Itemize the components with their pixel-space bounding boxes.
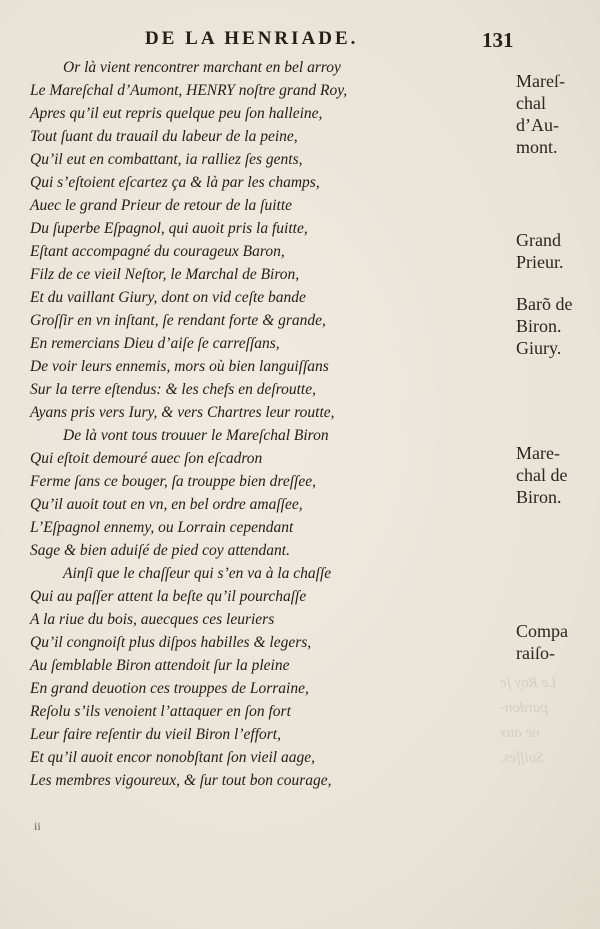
marginal-note-comparaison xyxy=(516,620,600,664)
marginal-line: Mare- xyxy=(516,443,560,463)
signature-mark: ii xyxy=(34,819,41,833)
marginal-line: Compa xyxy=(516,621,568,641)
verse-line: Qu’il congnoiſt plus diſpos habilles & legers, xyxy=(30,634,312,651)
verse-line: Tout ſuant du trauail du labeur de la peine, xyxy=(30,128,298,145)
verse-line: En grand deuotion ces trouppes de Lorraine, xyxy=(30,680,309,697)
verse-line: Apres qu’il eut repris quelque peu ſon halleine, xyxy=(30,105,323,122)
marginal-line: chal xyxy=(516,93,546,113)
verse-line: Qu’il eut en combattant, ia ralliez ſes gents, xyxy=(30,151,303,168)
verse-line: Ayans pris vers Iury, & vers Chartres leur routte, xyxy=(30,404,335,421)
verse-line: Qui eſtoit demouré auec ſon eſcadron xyxy=(30,450,263,467)
verse-line: Sur la terre eſtendus: & les chefs en deſroutte, xyxy=(30,381,316,398)
verse-line: Du ſuperbe Eſpagnol, qui auoit pris la fuitte, xyxy=(30,220,308,237)
verse-line: Et qu’il auoit encor nonobſtant ſon vieil aage, xyxy=(30,749,315,766)
verse-line: Groſſir en vn inſtant, ſe rendant forte & grande, xyxy=(30,312,326,329)
marginal-line: d’Au- xyxy=(516,115,559,135)
verse-line: Auec le grand Prieur de retour de la ſuitte xyxy=(30,197,293,214)
marginal-line: Biron. xyxy=(516,487,562,507)
verse-line: Qu’il auoit tout en vn, en bel ordre amaſſee, xyxy=(30,496,303,513)
marginal-line: Grand xyxy=(516,230,561,250)
show-through-text: Le Roy ſe xyxy=(500,675,557,691)
verse-line: Reſolu s’ils venoient l’attaquer en ſon fort xyxy=(30,703,291,720)
verse-line: Ferme ſans ce bouger, ſa trouppe bien dreſſee, xyxy=(30,473,316,490)
verse-block xyxy=(30,56,500,792)
verse-line: A la riue du bois, auecques ces leuriers xyxy=(30,611,275,628)
verse-line: De voir leurs ennemis, mors où bien languiſſans xyxy=(30,358,329,375)
marginal-line: mont. xyxy=(516,137,558,157)
verse-line: Sage & bien aduiſé de pied coy attendant. xyxy=(30,542,290,559)
verse-line: Au ſemblable Biron attendoit ſur la pleine xyxy=(30,657,290,674)
show-through-text: pardon- xyxy=(500,700,548,716)
verse-line: Or là vient rencontrer marchant en bel arroy xyxy=(63,59,341,76)
marginal-line: raiſo- xyxy=(516,643,555,663)
verse-line: Leur faire reſentir du vieil Biron l’effort, xyxy=(30,726,281,743)
marginal-line: Giury. xyxy=(516,338,562,358)
marginal-line: Barõ de xyxy=(516,294,573,314)
verse-line: Eſtant accompagné du courageux Baron, xyxy=(30,243,285,260)
show-through-text: ne aux xyxy=(500,725,540,741)
marginal-note-marechal-biron xyxy=(516,442,600,508)
marginal-line: Biron. xyxy=(516,316,562,336)
show-through-text: Suiſſes. xyxy=(500,750,544,766)
verse-line: Qui s’eſtoient eſcartez ça & là par les champs, xyxy=(30,174,320,191)
marginal-line: Mareſ- xyxy=(516,71,565,91)
marginal-line: chal de xyxy=(516,465,568,485)
marginal-note-aumont xyxy=(516,70,600,158)
verse-line: Filz de ce vieil Neſtor, le Marchal de Biron, xyxy=(30,266,300,283)
marginal-line: Prieur. xyxy=(516,252,564,272)
verse-line: En remercians Dieu d’aiſe ſe carreſſans, xyxy=(30,335,280,352)
verse-line: Les membres vigoureux, & ſur tout bon courage, xyxy=(30,772,332,789)
marginal-note-grand-prieur xyxy=(516,229,600,273)
verse-line: De là vont tous trouuer le Mareſchal Biron xyxy=(63,427,329,444)
verse-line: L’Eſpagnol ennemy, ou Lorrain cependant xyxy=(30,519,294,536)
marginal-note-baron xyxy=(516,293,600,359)
page-header xyxy=(0,28,600,52)
verse-line: Ainſi que le chaſſeur qui s’en va à la chaſſe xyxy=(63,565,332,582)
page-number: 131 xyxy=(482,28,514,52)
verse-line: Le Mareſchal d’Aumont, HENRY noſtre grand Roy, xyxy=(30,82,348,99)
running-title: DE LA HENRIADE. xyxy=(145,28,359,49)
verse-line: Qui au paſſer attent la beſte qu’il pourchaſſe xyxy=(30,588,307,605)
verse-line: Et du vaillant Giury, dont on vid ceſte bande xyxy=(30,289,306,306)
